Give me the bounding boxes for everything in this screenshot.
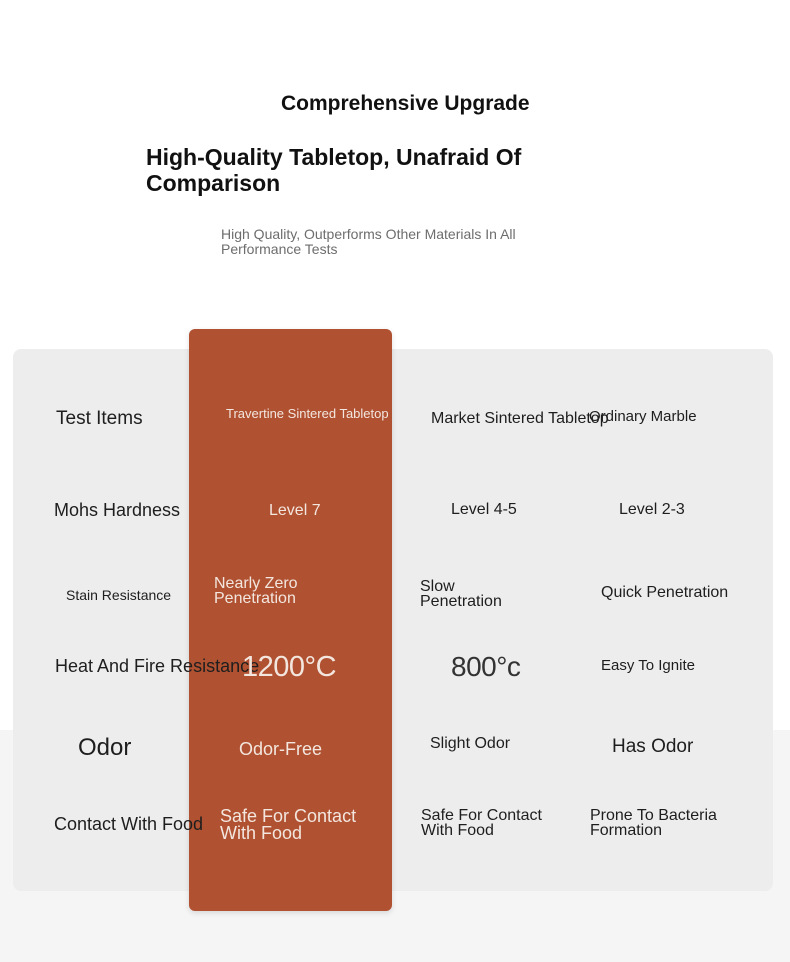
cell-market: Level 4-5 xyxy=(451,501,517,518)
column-header-test-items: Test Items xyxy=(56,408,143,429)
cell-market: Slow Penetration xyxy=(420,578,502,611)
column-header-marble: Ordinary Marble xyxy=(589,408,697,425)
row-label-stain-resistance: Stain Resistance xyxy=(66,587,172,603)
page-title: High-Quality Tabletop, Unafraid Of Comparison xyxy=(146,144,522,196)
cell-marble: Level 2-3 xyxy=(619,501,685,518)
cell-marble: Quick Penetration xyxy=(601,584,729,601)
cell-market: Slight Odor xyxy=(430,735,511,752)
cell-travertine: 1200°C xyxy=(242,651,337,683)
cell-market: 800°c xyxy=(451,651,521,682)
cell-marble: Has Odor xyxy=(612,736,694,757)
cell-marble: Prone To Bacteria Formation xyxy=(590,807,717,840)
cell-travertine: Level 7 xyxy=(269,502,321,519)
cell-travertine: Nearly Zero Penetration xyxy=(214,575,298,608)
cell-travertine: Safe For Contact With Food xyxy=(220,806,357,844)
column-header-travertine: Travertine Sintered Tabletop xyxy=(226,406,389,421)
column-header-market: Market Sintered Tabletop xyxy=(431,410,609,427)
cell-marble: Easy To Ignite xyxy=(601,657,695,674)
row-label-odor: Odor xyxy=(78,734,132,761)
page-subtitle: High Quality, Outperforms Other Materials In All Performance Tests xyxy=(221,226,516,257)
row-label-contact-with-food: Contact With Food xyxy=(54,814,204,834)
section-kicker: Comprehensive Upgrade xyxy=(281,92,530,115)
row-label-heat-fire-resistance: Heat And Fire Resistance xyxy=(55,656,260,676)
cell-market: Safe For Contact With Food xyxy=(421,807,542,840)
row-label-mohs-hardness: Mohs Hardness xyxy=(54,500,181,520)
cell-travertine: Odor-Free xyxy=(239,739,323,759)
